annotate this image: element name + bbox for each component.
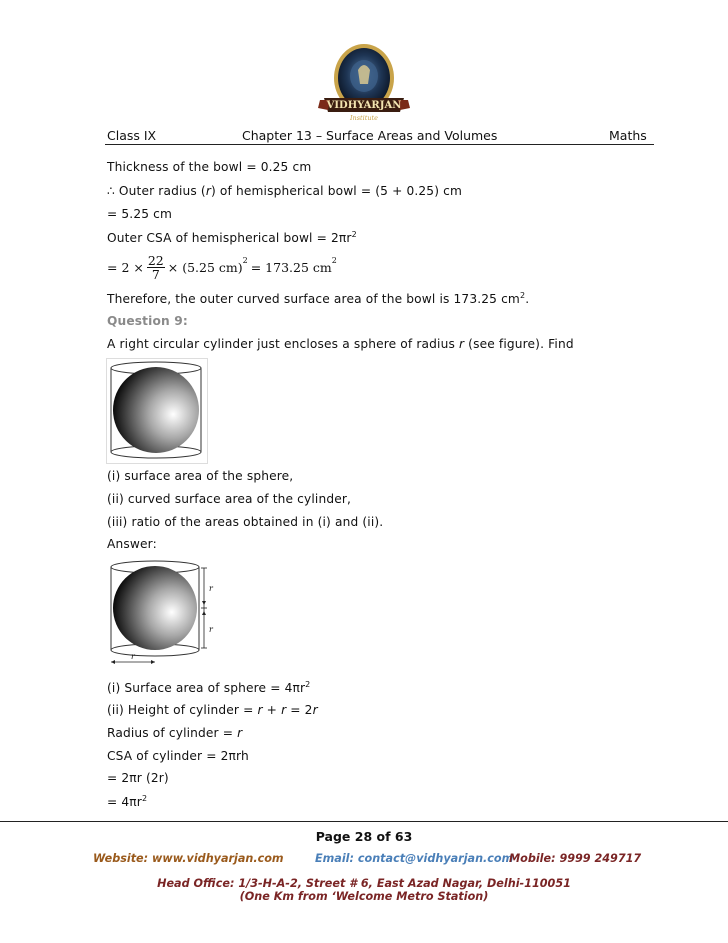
radius-prefix: Radius of cylinder = [107,726,238,740]
question-text [107,337,574,351]
outer-radius-suffix: ) of hemispherical bowl = (5 + 0.25) cm [210,184,463,198]
page-number: Page 28 of 63 [315,829,413,844]
formula-result-exponent: 2 [331,256,337,265]
r-label-top: r [209,584,213,593]
answer-2-r1: r [257,703,263,717]
logo-subtext: Institute [349,114,379,122]
footer-mobile: Mobile: 9999 249717 [509,852,642,865]
head-office-landmark: (One Km from ‘Welcome Metro Station) [239,890,489,903]
csa-step: = 2πr (2r) [107,771,169,785]
outer-csa-exponent: 2 [351,230,357,239]
header-subject: Maths [609,128,647,143]
formula-prefix: = 2 × [107,259,144,275]
csa-result [107,794,147,809]
answer-2-r3: r [312,703,318,717]
logo-emblem [318,40,410,128]
answer-2-eq: = 2 [286,703,313,717]
formula-line [107,250,337,284]
answer-label: Answer: [107,537,157,551]
answer-2-plus: + [262,703,282,717]
radius-line [107,726,242,740]
part-2: (ii) curved surface area of the cylinder, [107,492,352,506]
fraction-denominator: 7 [151,266,160,282]
footer-website[interactable]: Website: www.vidhyarjan.com [93,852,284,865]
fraction-numerator: 22 [147,252,164,268]
outer-radius-line [107,184,462,198]
outer-csa-line [107,230,357,245]
header-rule [105,144,654,145]
question-prefix: A right circular cylinder just encloses a sphere of radius [107,337,459,351]
answer-2-r2: r [281,703,287,717]
radius-value-line: = 5.25 cm [107,207,173,221]
thickness-line: Thickness of the bowl = 0.25 cm [107,160,312,174]
part-3: (iii) ratio of the areas obtained in (i) and (ii). [107,515,384,529]
question-label: Question 9: [107,314,188,328]
csa-result-prefix: = 4πr [107,795,142,810]
answer-1 [107,680,310,695]
formula-result: = 173.25 cm [250,259,332,275]
answer-1-exponent: 2 [305,680,311,689]
outer-radius-prefix: ∴ Outer radius ( [107,184,206,198]
head-office: Head Office: 1/3-H-A-2, Street # 6, East Azad Nagar, Delhi-110051 [157,877,571,890]
therefore-prefix: Therefore, the outer curved surface area of the bowl is 173.25 cm [107,292,520,307]
question-suffix: (see figure). Find [464,337,574,351]
radius-var: r [237,726,243,740]
answer-1-prefix: (i) Surface area of sphere = 4πr [107,681,306,696]
therefore-exponent: 2 [519,291,526,300]
sphere-cylinder-figure [106,358,208,464]
r-label-base: r [131,652,135,661]
formula-fraction [147,254,165,281]
question-var: r [458,337,465,351]
logo-text: VIDHYARJAN [326,100,402,111]
csa-line: CSA of cylinder = 2πrh [107,749,249,763]
csa-result-exponent: 2 [141,794,148,803]
r-label-bottom: r [209,625,213,634]
outer-csa-prefix: Outer CSA of hemispherical bowl = 2πr [107,231,352,246]
answer-figure-svg [106,558,214,670]
header-chapter: Chapter 13 – Surface Areas and Volumes [242,128,498,143]
outer-radius-var: r [205,184,211,198]
footer-rule [0,821,728,822]
therefore-suffix: . [525,292,530,307]
header-class: Class IX [107,128,157,143]
therefore-line [107,291,529,306]
footer-email[interactable]: Email: contact@vidhyarjan.com [315,852,514,865]
sphere-cylinder-svg [106,358,208,464]
answer-2 [107,703,318,717]
answer-2-prefix: (ii) Height of cylinder = [107,703,258,717]
vidhyarjan-logo [318,40,410,128]
formula-exponent: 2 [242,256,248,265]
part-1: (i) surface area of the sphere, [107,469,294,483]
formula-middle: × (5.25 cm) [167,259,243,275]
answer-figure [106,558,214,670]
